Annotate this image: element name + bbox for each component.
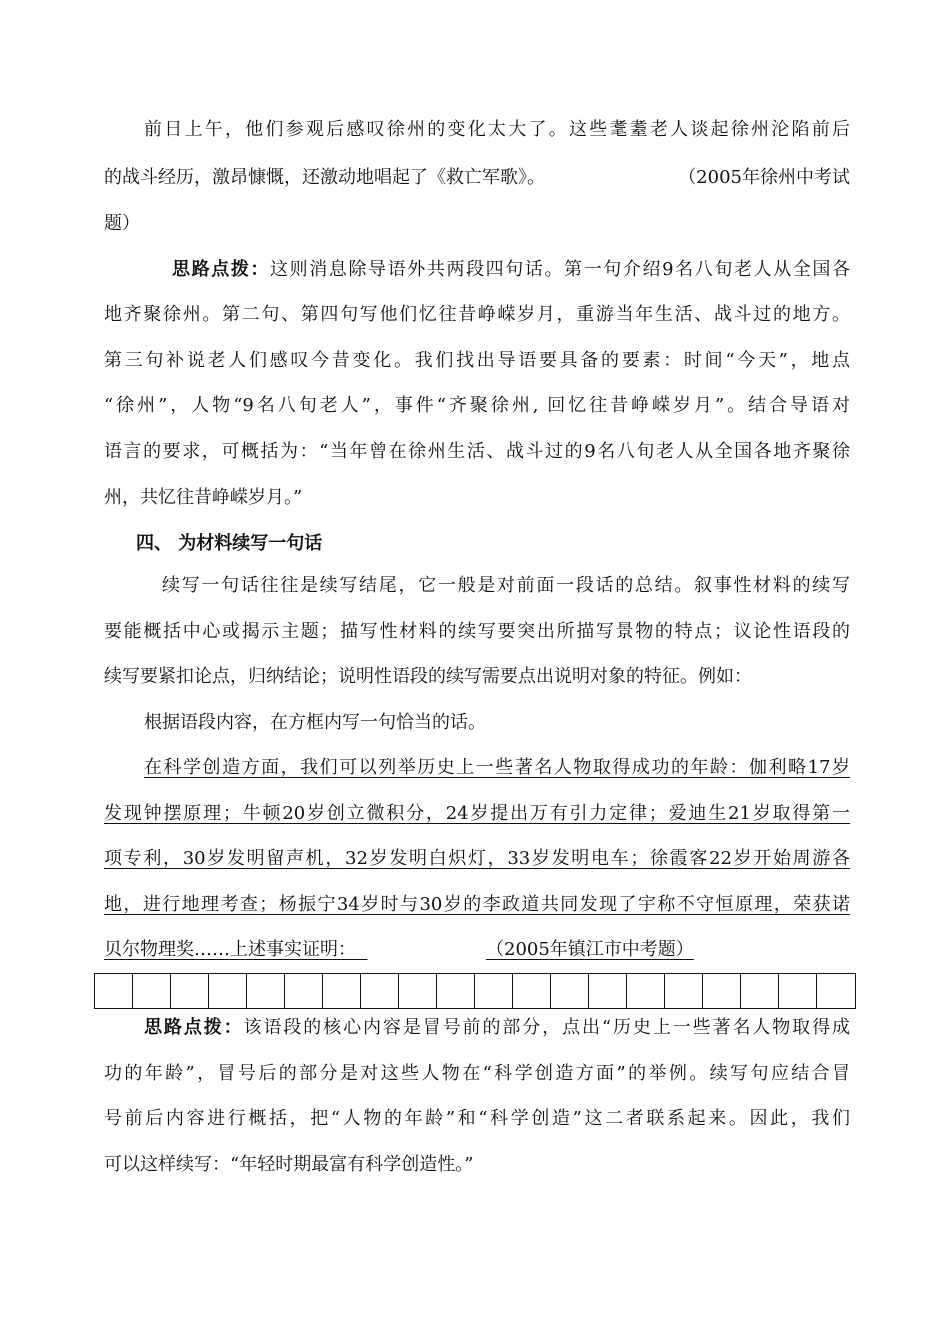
analysis2-line2: 功的年龄”，冒号后的部分是对这些人物在“科学创造方面”的举例。续写句应结合冒 — [104, 1063, 850, 1084]
analysis1-line5: 语言的要求，可概括为：“当年曾在徐州生活、战斗过的9名八旬老人从全国各地齐聚徐 — [104, 441, 850, 462]
analysis2-label: 思路点拨： — [144, 1017, 244, 1038]
analysis2-line1 — [104, 1016, 850, 1040]
answer-grid-cell[interactable] — [285, 974, 323, 1008]
analysis1-line3: 第三句补说老人们感叹今昔变化。我们找出导语要具备的要素：时间“今天”，地点 — [104, 350, 850, 371]
passage-line5-text: 贝尔物理奖……上述事实证明： — [104, 939, 356, 960]
answer-grid-cell[interactable] — [171, 974, 209, 1008]
analysis2-line4: 可以这样续写：“年轻时期最富有科学创造性。” — [104, 1154, 474, 1175]
answer-grid-cell[interactable] — [361, 974, 399, 1008]
passage-line2: 发现钟摆原理；牛顿20岁创立微积分，24岁提出万有引力定律；爱迪生21岁取得第一 — [104, 803, 850, 824]
analysis2-text1: 该语段的核心内容是冒号前的部分，点出“历史上一些著名人物取得成 — [243, 1017, 850, 1038]
answer-grid-cell[interactable] — [95, 974, 133, 1008]
answer-grid-cell[interactable] — [133, 974, 171, 1008]
passage-line5 — [104, 938, 850, 962]
section4-intro3: 续写要紧扣论点，归纳结论；说明性语段的续写需要点出说明对象的特征。例如： — [104, 666, 752, 687]
analysis1-text1: 这则消息除导语外共两段四句话。第一句介绍9名八旬老人从全国各 — [270, 259, 850, 280]
answer-grid-cell[interactable] — [551, 974, 589, 1008]
para1-line2 — [104, 166, 850, 190]
answer-grid-cell[interactable] — [703, 974, 741, 1008]
answer-grid-cell[interactable] — [437, 974, 475, 1008]
answer-grid-cell[interactable] — [779, 974, 817, 1008]
answer-grid-cell[interactable] — [323, 974, 361, 1008]
section4-heading: 四、 为材料续写一句话 — [136, 533, 323, 554]
answer-grid-cell[interactable] — [475, 974, 513, 1008]
answer-grid[interactable] — [94, 973, 856, 1009]
answer-grid-cell[interactable] — [741, 974, 779, 1008]
answer-grid-cell[interactable] — [209, 974, 247, 1008]
answer-blank — [356, 938, 486, 962]
answer-grid-cell[interactable] — [627, 974, 665, 1008]
analysis1-label: 思路点拨： — [172, 259, 271, 280]
analysis1-line2: 地齐聚徐州。第二句、第四句写他们忆往昔峥嵘岁月，重游当年生活、战斗过的地方。 — [104, 304, 850, 325]
answer-grid-cell[interactable] — [399, 974, 437, 1008]
analysis1-line4: “徐州”，人物“9名八旬老人”，事件“齐聚徐州, 回忆往昔峥嵘岁月”。结合导语对 — [104, 395, 850, 416]
para1-line3: 题） — [104, 213, 140, 234]
para1-line2-text: 的战斗经历，激昂慷慨，还激动地唱起了《救亡军歌》。 — [104, 167, 545, 188]
para1-source: （2005年徐州中考试 — [678, 167, 850, 188]
analysis1-line1 — [104, 258, 850, 282]
answer-grid-cell[interactable] — [247, 974, 285, 1008]
para1-line1: 前日上午，他们参观后感叹徐州的变化太大了。这些耄耋老人谈起徐州沦陷前后 — [144, 119, 850, 140]
analysis2-line3: 号前后内容进行概括，把“人物的年龄”和“科学创造”这二者联系起来。因此，我们 — [104, 1108, 850, 1129]
answer-grid-cell[interactable] — [665, 974, 703, 1008]
passage-line1: 在科学创造方面，我们可以列举历史上一些著名人物取得成功的年龄：伽利略17岁 — [144, 757, 850, 778]
answer-grid-cell[interactable] — [817, 974, 855, 1008]
passage-source: （2005年镇江市中考题） — [486, 939, 694, 960]
section4-intro2: 要能概括中心或揭示主题；描写性材料的续写要突出所描写景物的特点；议论性语段的 — [104, 621, 850, 642]
answer-grid-cell[interactable] — [513, 974, 551, 1008]
passage-line4: 地，进行地理考查；杨振宁34岁时与30岁的李政道共同发现了宇称不守恒原理，荣获诺 — [104, 894, 850, 915]
section4-intro1: 续写一句话往往是续写结尾，它一般是对前面一段话的总结。叙事性材料的续写 — [162, 575, 850, 596]
answer-grid-cell[interactable] — [589, 974, 627, 1008]
analysis1-line6: 州，共忆往昔峥嵘岁月。” — [104, 487, 303, 508]
section4-task: 根据语段内容，在方框内写一句恰当的话。 — [144, 712, 486, 733]
passage-line3: 项专利，30岁发明留声机，32岁发明白炽灯，33岁发明电车；徐霞客22岁开始周游各 — [104, 848, 850, 869]
